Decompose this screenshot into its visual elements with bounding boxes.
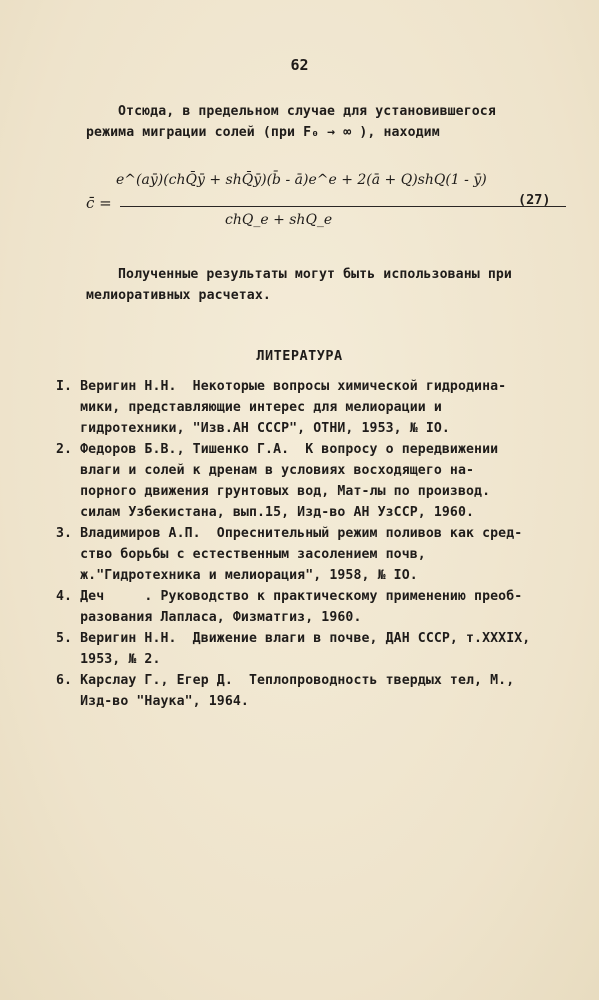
reference-line: разования Лапласа, Физматгиз, 1960. xyxy=(56,610,362,625)
conclusion-line-1: Полученные результаты могут быть использованы при xyxy=(118,267,512,282)
equation-number: (27) xyxy=(518,192,551,208)
equation-27 xyxy=(80,168,520,240)
reference-line: ж."Гидротехника и мелиорация", 1958, № IO. xyxy=(56,568,418,583)
intro-line-2: режима миграции солей (при F₀ → ∞ ), находим xyxy=(86,125,440,140)
reference-line: силам Узбекистана, вып.15, Изд-во АН УзССР, 1960. xyxy=(56,505,475,520)
reference-line: 3. Владимиров А.П. Опреснительный режим поливов как сред- xyxy=(56,526,523,541)
references-heading: ЛИТЕРАТУРА xyxy=(256,348,343,364)
reference-line: 6. Карслау Г., Егер Д. Теплопроводность твердых тел, М., xyxy=(56,673,515,688)
equation-numerator: e^(aȳ)(chQ̄ȳ + shQ̄ȳ)(b̄ - ā)e^e + 2(ā + Q)shQ(1 - ȳ) xyxy=(116,172,487,188)
page-number: 62 xyxy=(290,56,309,74)
reference-line: мики, представляющие интерес для мелиорации и xyxy=(56,400,442,415)
conclusion-line-2: мелиоративных расчетах. xyxy=(86,288,271,303)
reference-line: 4. Деч . Руководство к практическому применению преоб- xyxy=(56,589,523,604)
reference-line: 1953, № 2. xyxy=(56,652,161,667)
reference-line: I. Веригин Н.Н. Некоторые вопросы химической гидродина- xyxy=(56,379,507,394)
fraction-bar xyxy=(120,206,566,207)
reference-line: 2. Федоров Б.В., Тишенко Г.А. К вопросу о передвижении xyxy=(56,442,499,457)
reference-line: Изд-во "Наука", 1964. xyxy=(56,694,249,709)
equation-lhs: c̄ = xyxy=(86,194,112,212)
intro-line-1: Отсюда, в предельном случае для установившегося xyxy=(118,104,496,119)
reference-line: влаги и солей к дренам в условиях восходящего на- xyxy=(56,463,475,478)
reference-line: гидротехники, "Изв.АН СССР", ОТНИ, 1953, № IO. xyxy=(56,421,450,436)
reference-line: ство борьбы с естественным засолением почв, xyxy=(56,547,426,562)
reference-line: 5. Веригин Н.Н. Движение влаги в почве, ДАН СССР, т.XXXIX, xyxy=(56,631,531,646)
reference-line: порного движения грунтовых вод, Мат-лы по производ. xyxy=(56,484,491,499)
equation-denominator: chQ_e + shQ_e xyxy=(225,212,333,228)
